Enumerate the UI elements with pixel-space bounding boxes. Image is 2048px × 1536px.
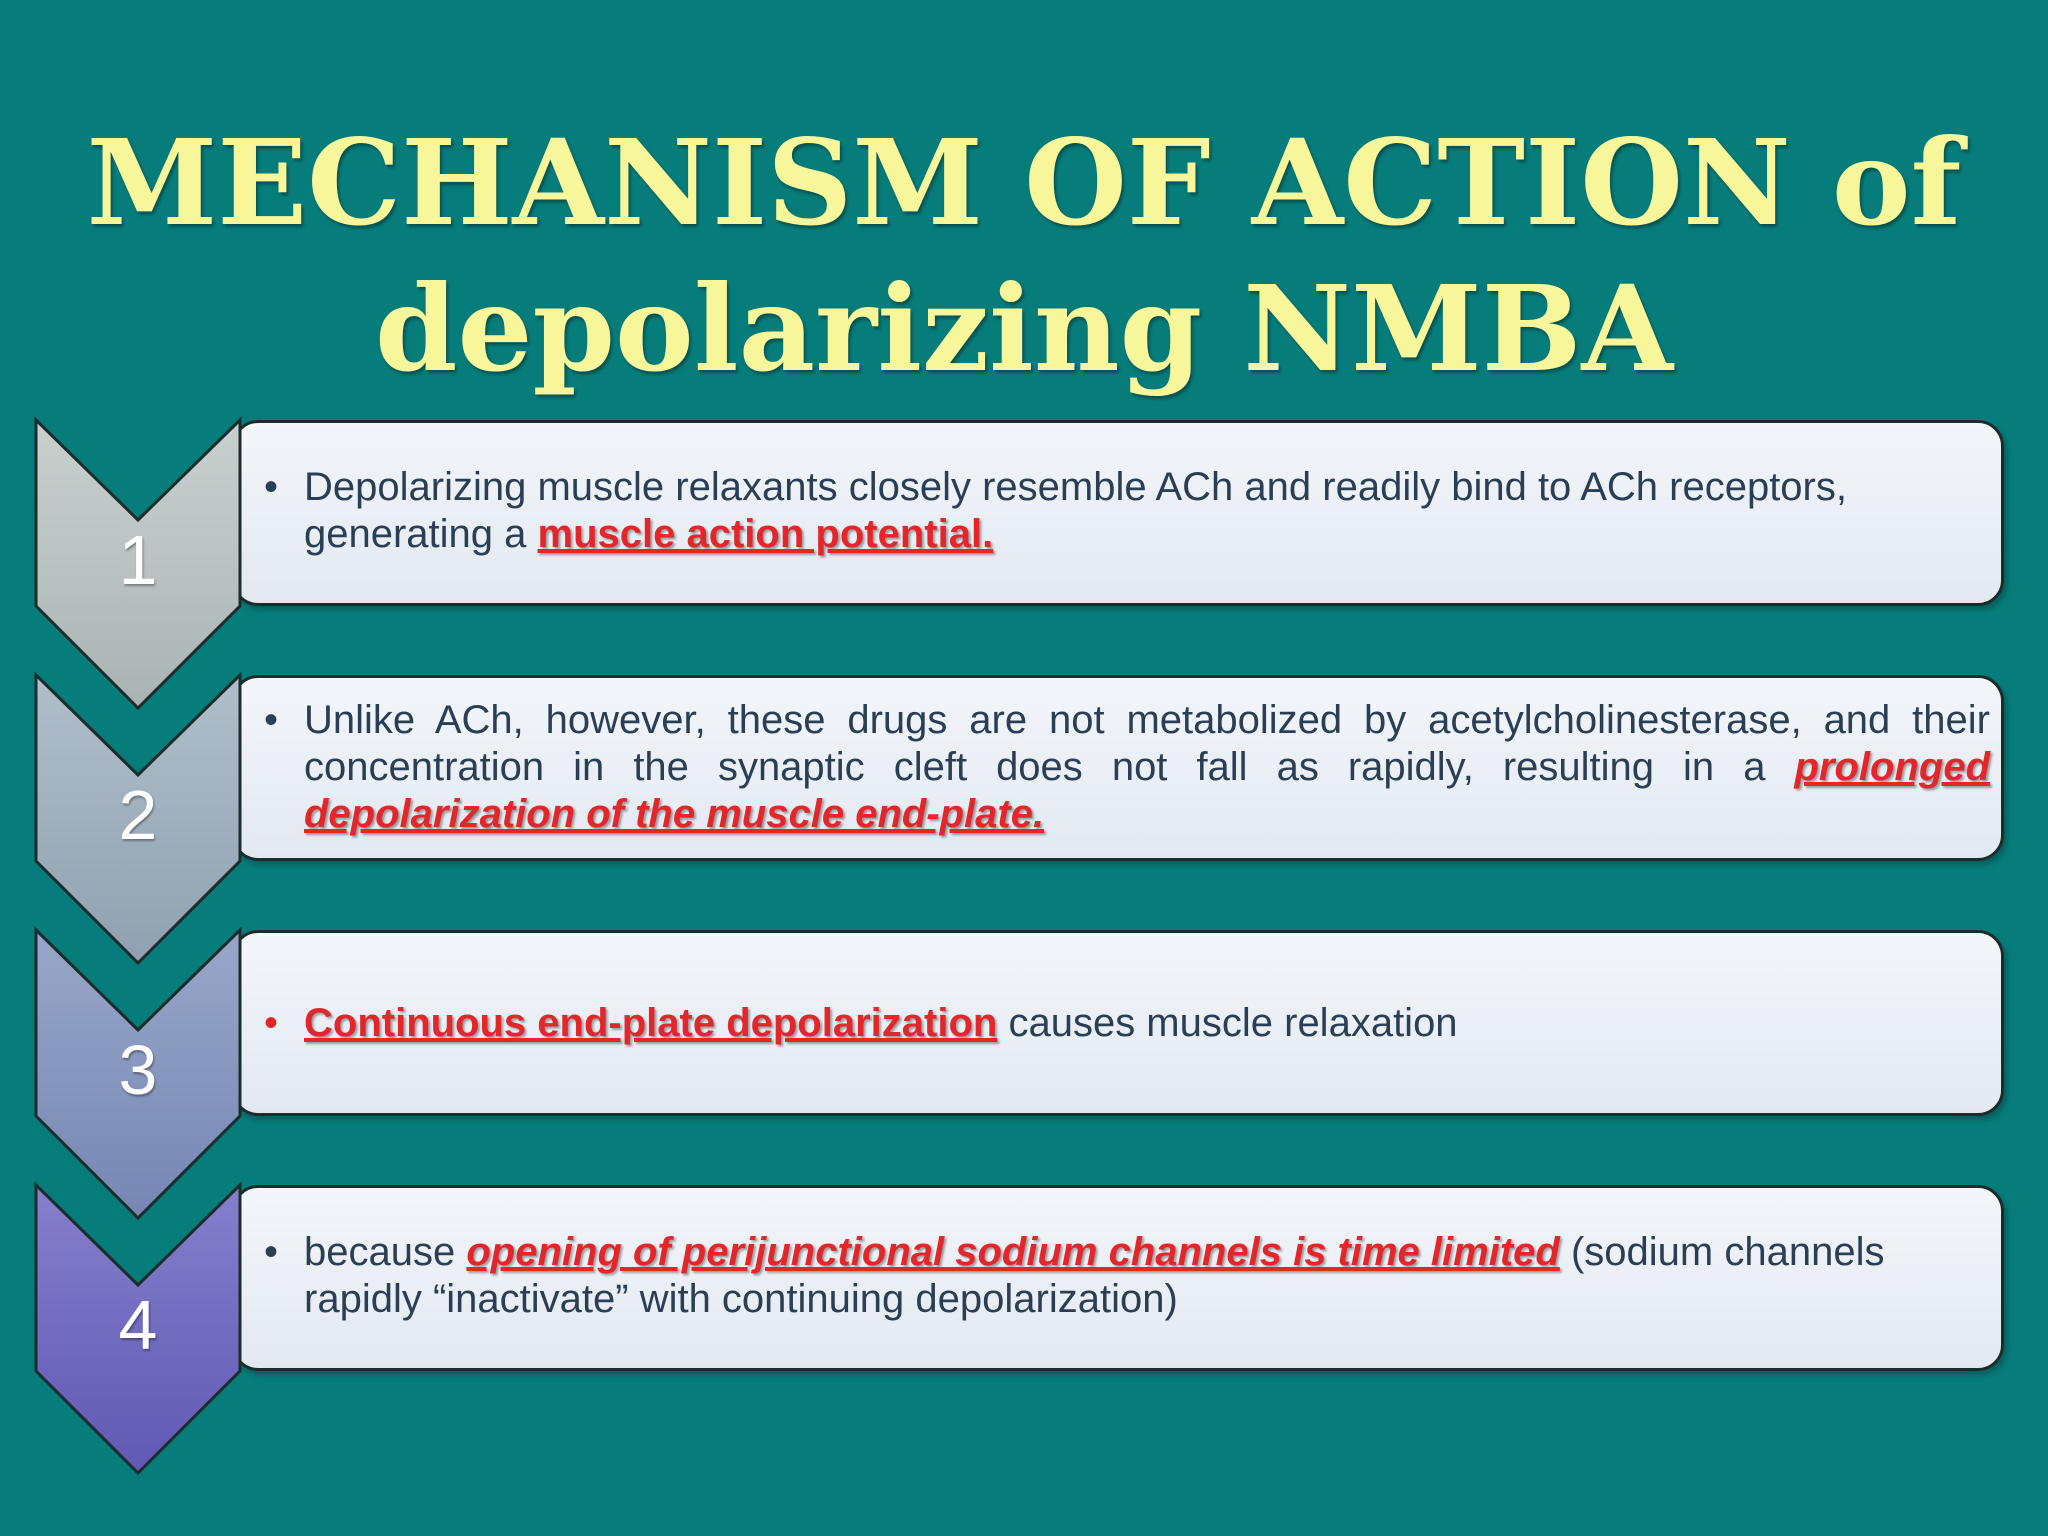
step-4-text bbox=[264, 1229, 1990, 1323]
step-4-number: 4 bbox=[118, 1286, 158, 1364]
step-2 bbox=[0, 675, 2048, 935]
title-line-2: depolarizing NMBA bbox=[374, 259, 1674, 398]
step-1-highlight: muscle action potential. bbox=[537, 512, 994, 556]
step-3-number: 3 bbox=[118, 1031, 158, 1109]
step-4 bbox=[0, 1185, 2048, 1445]
step-3 bbox=[0, 930, 2048, 1190]
step-3-bullet: • bbox=[264, 1001, 279, 1045]
step-2-text-main: Unlike ACh, however, these drugs are not metabolized by acetylcholinesterase, and their concentration in the synaptic cleft does not fall as rapidly, resulting in a bbox=[304, 698, 1990, 789]
step-4-bullet: • bbox=[264, 1230, 279, 1274]
step-3-text bbox=[264, 1000, 1990, 1047]
step-1-text bbox=[264, 464, 1990, 558]
title-line-1: MECHANISM OF ACTION of bbox=[86, 113, 1962, 252]
slide-title bbox=[0, 110, 2048, 402]
step-4-highlight: opening of perijunctional sodium channels is time limited bbox=[466, 1230, 1560, 1274]
step-1 bbox=[0, 420, 2048, 680]
step-4-text-main: because bbox=[304, 1230, 456, 1274]
step-1-text-main: Depolarizing muscle relaxants closely resemble ACh and readily bind to ACh receptors, generating a bbox=[304, 465, 1847, 556]
step-2-number: 2 bbox=[118, 776, 158, 854]
step-2-bullet: • bbox=[264, 698, 279, 742]
step-2-text bbox=[264, 697, 1990, 838]
step-3-text-main: causes muscle relaxation bbox=[1008, 1001, 1458, 1045]
step-4-text-tail: (sodium channels rapidly “inactivate” with continuing depolarization) bbox=[304, 1230, 1885, 1321]
step-1-number: 1 bbox=[118, 521, 158, 599]
step-2-highlight: prolonged depolarization of the muscle end-plate. bbox=[304, 745, 1990, 836]
step-1-bullet: • bbox=[264, 465, 279, 509]
step-3-highlight: Continuous end-plate depolarization bbox=[304, 1001, 998, 1045]
